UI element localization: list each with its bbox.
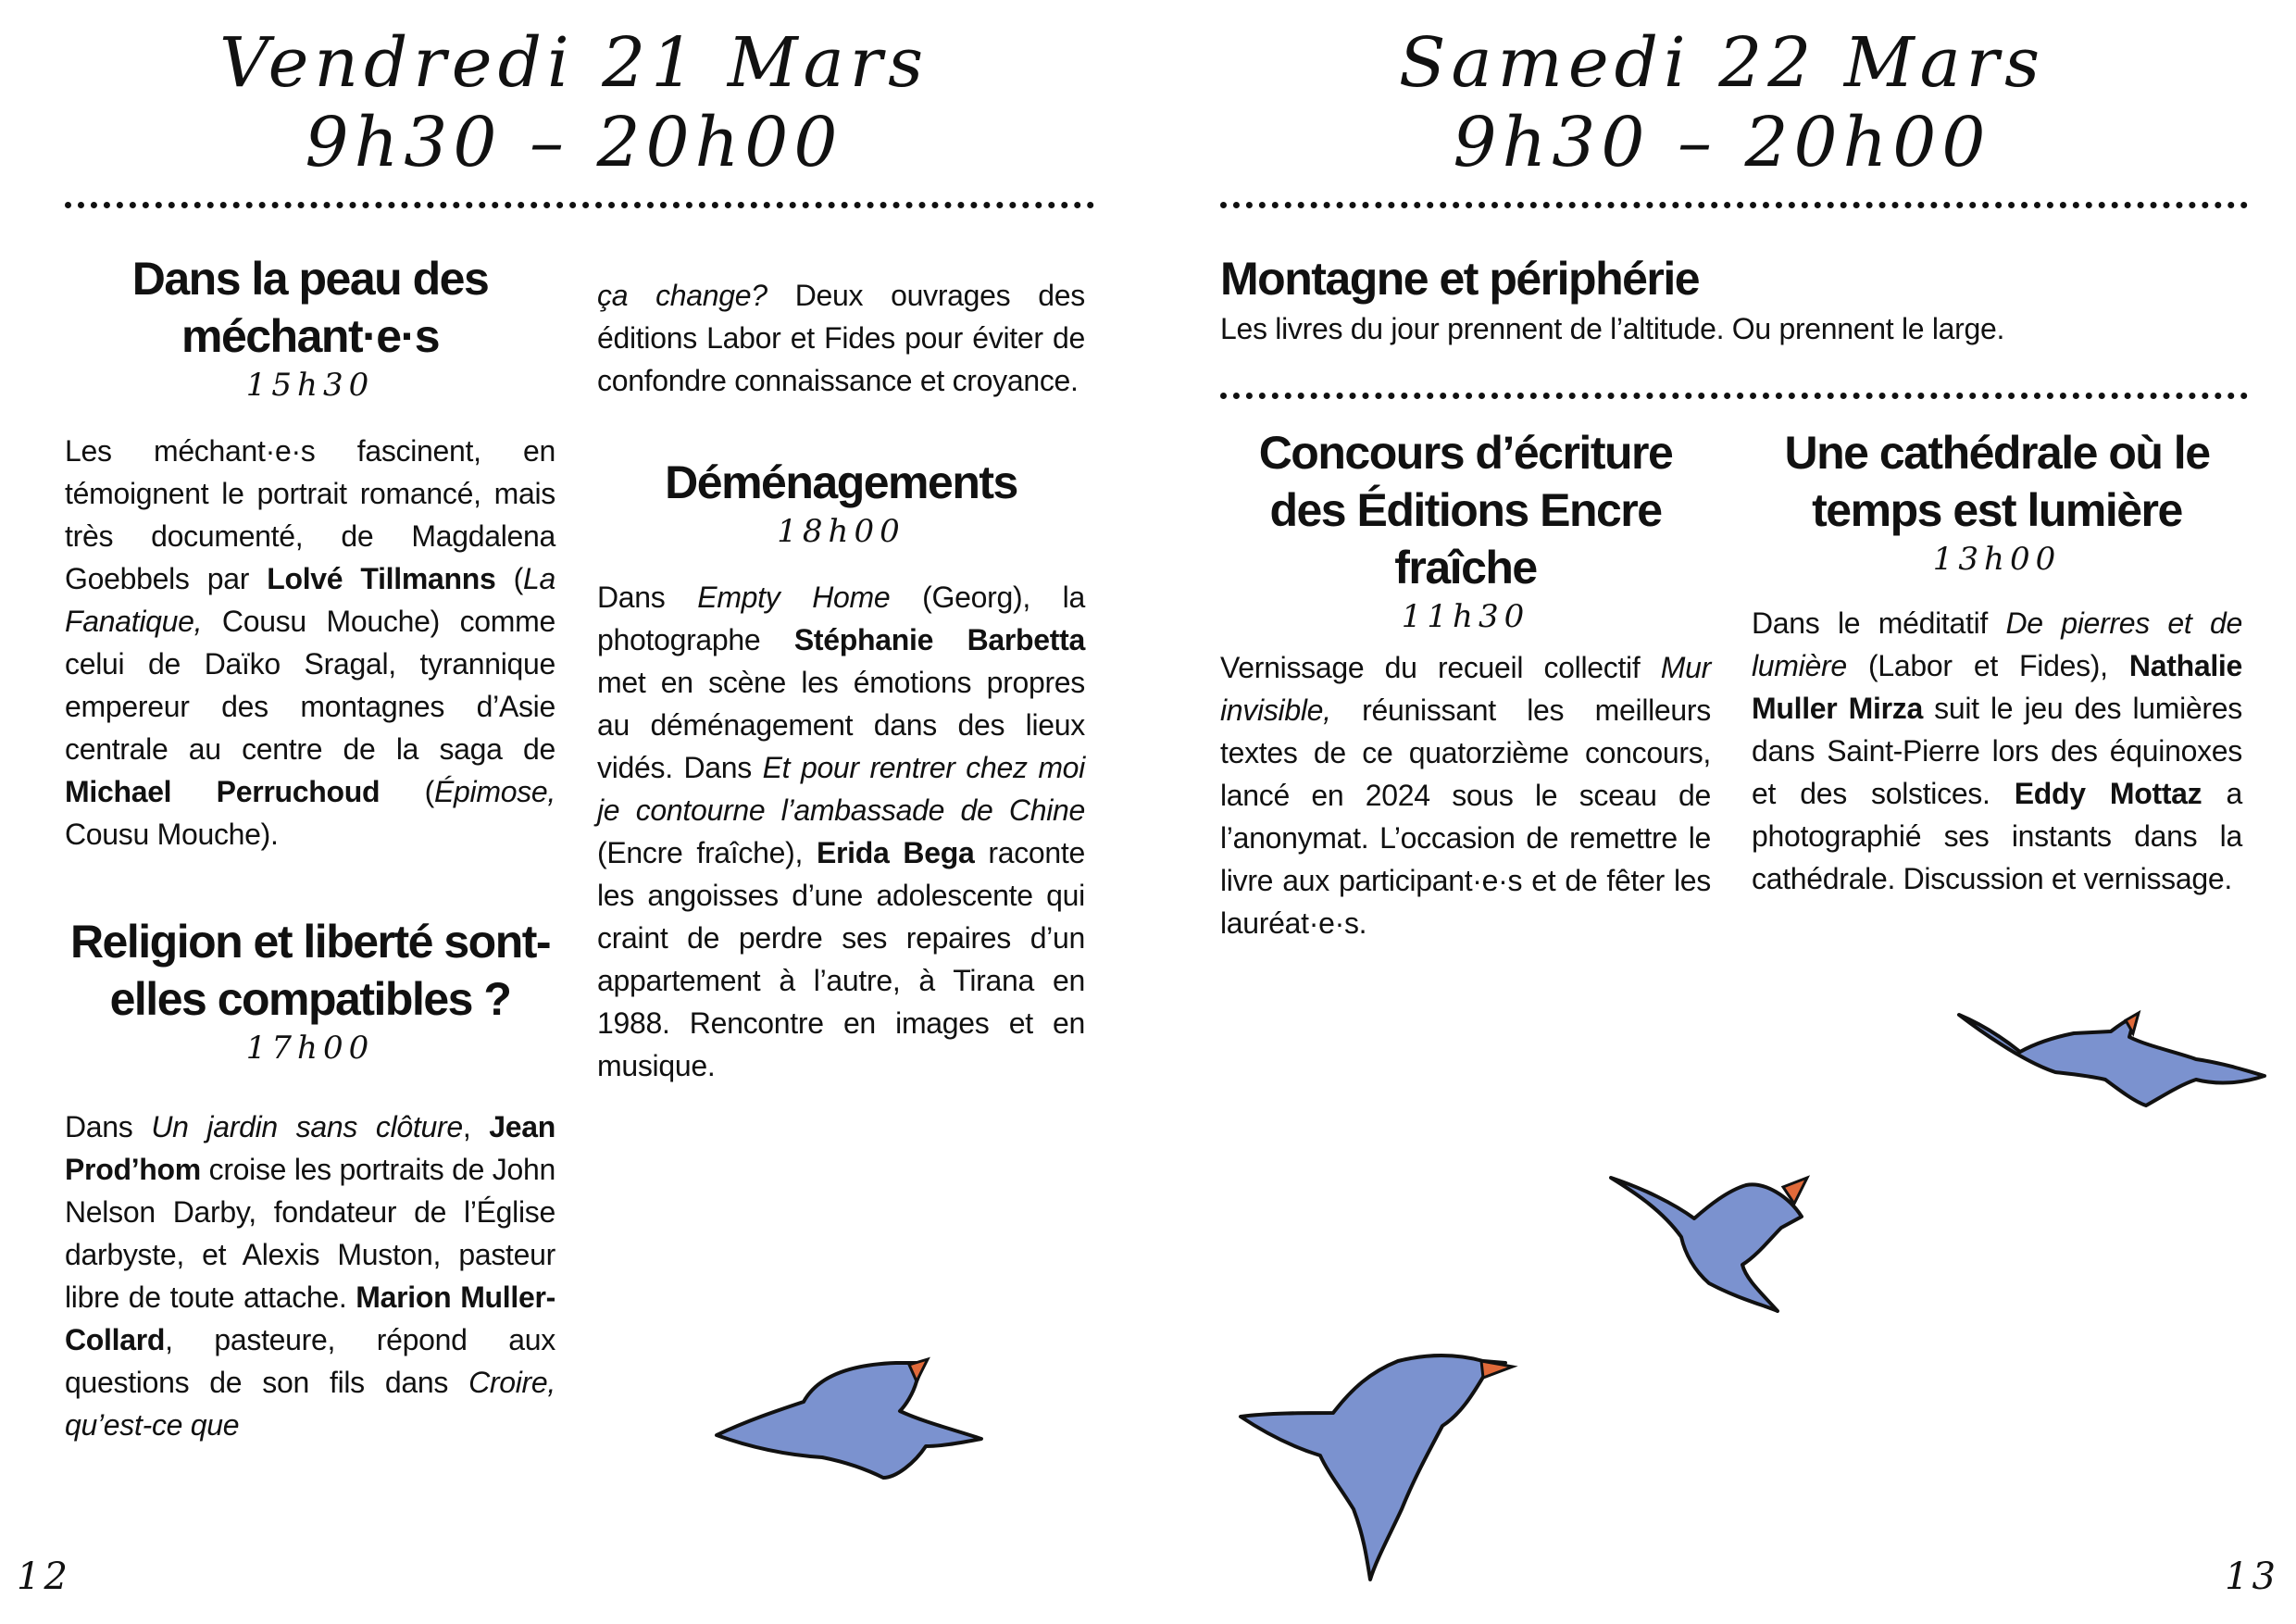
event-time: 17h00 bbox=[245, 1030, 375, 1067]
text-run: (Georg), la photographe bbox=[597, 581, 1085, 656]
event-block bbox=[65, 913, 555, 1446]
page-number: 12 bbox=[17, 1555, 71, 1598]
text-run: croise les portraits de John Nelson Darby, fondateur de l’Église darbyste, et Alexis Muston, pasteur libre de toute attache. bbox=[65, 1153, 555, 1314]
dotted-divider bbox=[1220, 393, 2248, 399]
book-title: Et pour rentrer chez moi je contourne l’ambassade de Chine bbox=[597, 751, 1085, 827]
text-run: Deux ouvrages des éditions Labor et Fides pour éviter de confondre connaissance et croyance. bbox=[597, 279, 1085, 397]
name-highlight: Eddy Mottaz bbox=[2014, 777, 2202, 810]
name-highlight: Nathalie Muller Mirza bbox=[1752, 649, 2242, 725]
event-description bbox=[1220, 646, 1711, 944]
event-title: Une cathédrale où le temps est lumière bbox=[1784, 427, 2210, 536]
left-column bbox=[1220, 424, 1711, 944]
bird-beak bbox=[1481, 1361, 1513, 1378]
event-time: 11h30 bbox=[1401, 598, 1530, 635]
bird-body bbox=[1611, 1178, 1802, 1311]
dotted-divider bbox=[1220, 202, 2248, 208]
right-column bbox=[597, 274, 1085, 1087]
text-run: Cousu Mouche). bbox=[65, 818, 279, 851]
text-run: suit le jeu des lumières dans Saint-Pierre lors des équinoxes et des solstices. bbox=[1752, 692, 2242, 810]
bird-icon bbox=[1231, 1324, 1537, 1583]
name-highlight: Jean Prod’hom bbox=[65, 1110, 555, 1186]
name-highlight: Stéphanie Barbetta bbox=[793, 623, 1085, 656]
theme-title: Montagne et périphérie bbox=[1220, 253, 1700, 305]
event-description bbox=[1752, 602, 2242, 900]
event-description bbox=[65, 1106, 555, 1446]
name-highlight: Lolvé Tillmanns bbox=[267, 562, 496, 595]
text-run: ( bbox=[495, 562, 523, 595]
bird-icon bbox=[1953, 1006, 2268, 1135]
text-run: (Encre fraîche), bbox=[597, 836, 817, 869]
text-run: ( bbox=[380, 775, 434, 808]
right-page bbox=[1148, 0, 2296, 1624]
event-block bbox=[597, 454, 1085, 1087]
text-run: réunissant les meilleurs textes de ce quatorzième concours, lancé en 2024 sous le sceau de l’anonymat. L’occasion de remettre le livre aux participant·e·s et de fêter les lauréat·e·s. bbox=[1220, 693, 1711, 940]
event-description-continued bbox=[597, 274, 1085, 402]
page-number: 13 bbox=[2225, 1555, 2279, 1598]
event-time: 15h30 bbox=[245, 367, 375, 404]
text-run: , bbox=[462, 1110, 490, 1143]
theme-intro: Les livres du jour prennent de l’altitude. Ou prennent le large. bbox=[1220, 312, 2005, 345]
book-title: Croire, qu’est-ce que bbox=[65, 1366, 555, 1442]
text-run: met en scène les émotions propres au déménagement dans des lieux vidés. Dans bbox=[597, 666, 1085, 784]
book-title: Empty Home bbox=[697, 581, 891, 614]
day-title: Samedi 22 Mars bbox=[1398, 23, 2046, 103]
event-block bbox=[65, 250, 555, 856]
text-run: (Labor et Fides), bbox=[1846, 649, 2129, 682]
book-title: ça change? bbox=[597, 279, 767, 312]
bird-body bbox=[1241, 1355, 1505, 1580]
book-title: Un jardin sans clôture bbox=[151, 1110, 463, 1143]
day-title: Vendredi 21 Mars bbox=[218, 23, 930, 103]
name-highlight: Marion Muller-Collard bbox=[65, 1280, 555, 1356]
text-run: , pasteure, répond aux questions de son fils dans bbox=[65, 1323, 555, 1399]
text-run: Cousu Mouche) comme celui de Daïko Sragal, tyrannique empereur des montagnes d’Asie centrale au centre de la saga de bbox=[65, 605, 555, 766]
text-run: raconte les angoisses d’une adolescente qui craint de perdre ses repaires d’un appartement à l’autre, à Tirana en 1988. Rencontre en images et en musique. bbox=[597, 836, 1085, 1082]
left-column bbox=[65, 250, 555, 1446]
text-run: Dans le méditatif bbox=[1752, 606, 2006, 640]
name-highlight: Erida Bega bbox=[816, 836, 975, 869]
bird-icon bbox=[711, 1354, 989, 1493]
event-time: 18h00 bbox=[777, 513, 905, 550]
bird-icon bbox=[1598, 1168, 1876, 1317]
day-time-range: 9h30 – 20h00 bbox=[305, 103, 843, 182]
book-title: La Fanatique, bbox=[65, 562, 555, 638]
event-title: Déménagements bbox=[665, 456, 1017, 508]
event-time: 13h00 bbox=[1932, 541, 2062, 578]
event-title: Dans la peau des méchant·e·s bbox=[131, 253, 489, 362]
bird-body bbox=[1959, 1015, 2265, 1106]
text-run: a photographié ses instants dans la cathédrale. Discussion et vernissage. bbox=[1752, 777, 2243, 895]
text-run: Les méchant·e·s fascinent, en témoignent le portrait romancé, mais très documenté, de Magdalena Goebbels par bbox=[65, 434, 555, 595]
text-run: Vernissage du recueil collectif bbox=[1220, 651, 1661, 684]
book-title: Mur invisible, bbox=[1220, 651, 1711, 727]
day-time-range: 9h30 – 20h00 bbox=[1453, 103, 1991, 182]
bird-body bbox=[717, 1363, 981, 1478]
text-run: Dans bbox=[597, 581, 698, 614]
event-description bbox=[65, 430, 555, 856]
book-title: De pierres et de lumière bbox=[1752, 606, 2242, 682]
event-description bbox=[597, 576, 1085, 1087]
right-column bbox=[1752, 424, 2242, 900]
event-title: Concours d’écriture des Éditions Encre fraîche bbox=[1258, 427, 1673, 593]
text-run: Dans bbox=[65, 1110, 152, 1143]
name-highlight: Michael Perruchoud bbox=[65, 775, 381, 808]
event-title: Religion et liberté sont-elles compatibles ? bbox=[69, 916, 551, 1025]
theme-block bbox=[1220, 250, 2248, 350]
dotted-divider bbox=[65, 202, 1094, 208]
book-title: Épimose, bbox=[434, 775, 555, 808]
